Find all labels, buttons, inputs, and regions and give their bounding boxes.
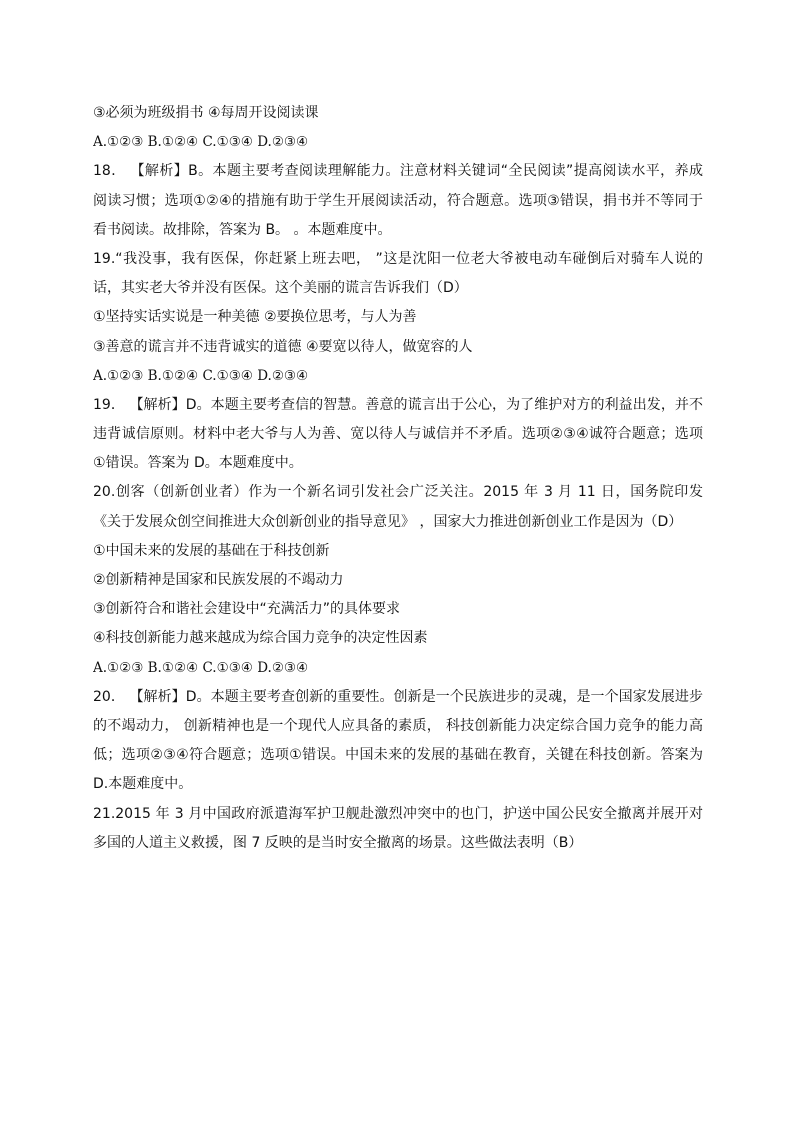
analysis-line: 违背诚信原则。材料中老大爷与人为善、宽以待人与诚信并不矛盾。选项②③④诚符合题意；选项 (93, 426, 703, 443)
question-line: 《关于发展众创空间推进大众创新创业的指导意见》 ，国家大力推进创新创业工作是因为（D） (93, 513, 683, 530)
analysis-line: 20． 【解析】D。本题主要考查创新的重要性。创新是一个民族进步的灵魂，是一个国家发展进步 (93, 688, 703, 705)
statement-line: ③善意的谎言并不违背诚实的道德 ④要宽以待人，做宽容的人 (93, 338, 473, 355)
statement-line: ③创新符合和谐社会建设中“充满活力”的具体要求 (93, 601, 401, 618)
answer-options-line: A.①②③ B.①②④ C.①③④ D.②③④ (93, 134, 309, 151)
text-line: ③必须为班级捐书 ④每周开设阅读课 (93, 105, 319, 121)
analysis-line: 18． 【解析】B。本题主要考查阅读理解能力。注意材料关键词“全民阅读”提高阅读水平，养成 (93, 163, 703, 180)
analysis-line: D.本题难度中。 (93, 776, 193, 793)
answer-options-line: A.①②③ B.①②④ C.①③④ D.②③④ (93, 367, 309, 384)
analysis-line: ①错误。答案为 D。本题难度中。 (93, 455, 303, 472)
question-line: 话，其实老大爷并没有医保。这个美丽的谎言告诉我们（D） (93, 280, 468, 297)
statement-line: ②创新精神是国家和民族发展的不竭动力 (93, 572, 344, 588)
analysis-line: 低；选项②③④符合题意；选项①错误。中国未来的发展的基础在教育，关键在科技创新。答案为 (93, 747, 703, 764)
analysis-line: 看书阅读。故排除，答案为 B。 。本题难度中。 (93, 221, 392, 238)
question-line: 多国的人道主义救援，图 7 反映的是当时安全撤离的场景。这些做法表明（B） (93, 834, 583, 851)
analysis-line: 阅读习惯；选项①②④的措施有助于学生开展阅读活动，符合题意。选项③错误，捐书并不等同于 (93, 192, 703, 209)
statement-line: ①坚持实话实说是一种美德 ②要换位思考，与人为善 (93, 309, 417, 326)
document-body (93, 99, 703, 858)
question-line: 20.创客（创新创业者）作为一个新名词引发社会广泛关注。2015 年 3 月 11 日，国务院印发 (93, 484, 703, 501)
answer-options-line: A.①②③ B.①②④ C.①③④ D.②③④ (93, 659, 309, 676)
analysis-line: 的不竭动力， 创新精神也是一个现代人应具备的素质， 科技创新能力决定综合国力竞争的能力高 (93, 717, 703, 734)
question-line: 21.2015 年 3 月中国政府派遣海军护卫舰赴激烈冲突中的也门，护送中国公民安全撤离并展开对 (93, 805, 703, 822)
analysis-line: 19． 【解析】D。本题主要考查信的智慧。善意的谎言出于公心，为了维护对方的利益出发，并不 (93, 396, 703, 413)
statement-line: ④科技创新能力越来越成为综合国力竞争的决定性因素 (93, 630, 428, 647)
question-line: 19.“我没事，我有医保，你赶紧上班去吧， ”这是沈阳一位老大爷被电动车碰倒后对骑车人说的 (93, 250, 703, 267)
statement-line: ①中国未来的发展的基础在于科技创新 (93, 542, 330, 559)
